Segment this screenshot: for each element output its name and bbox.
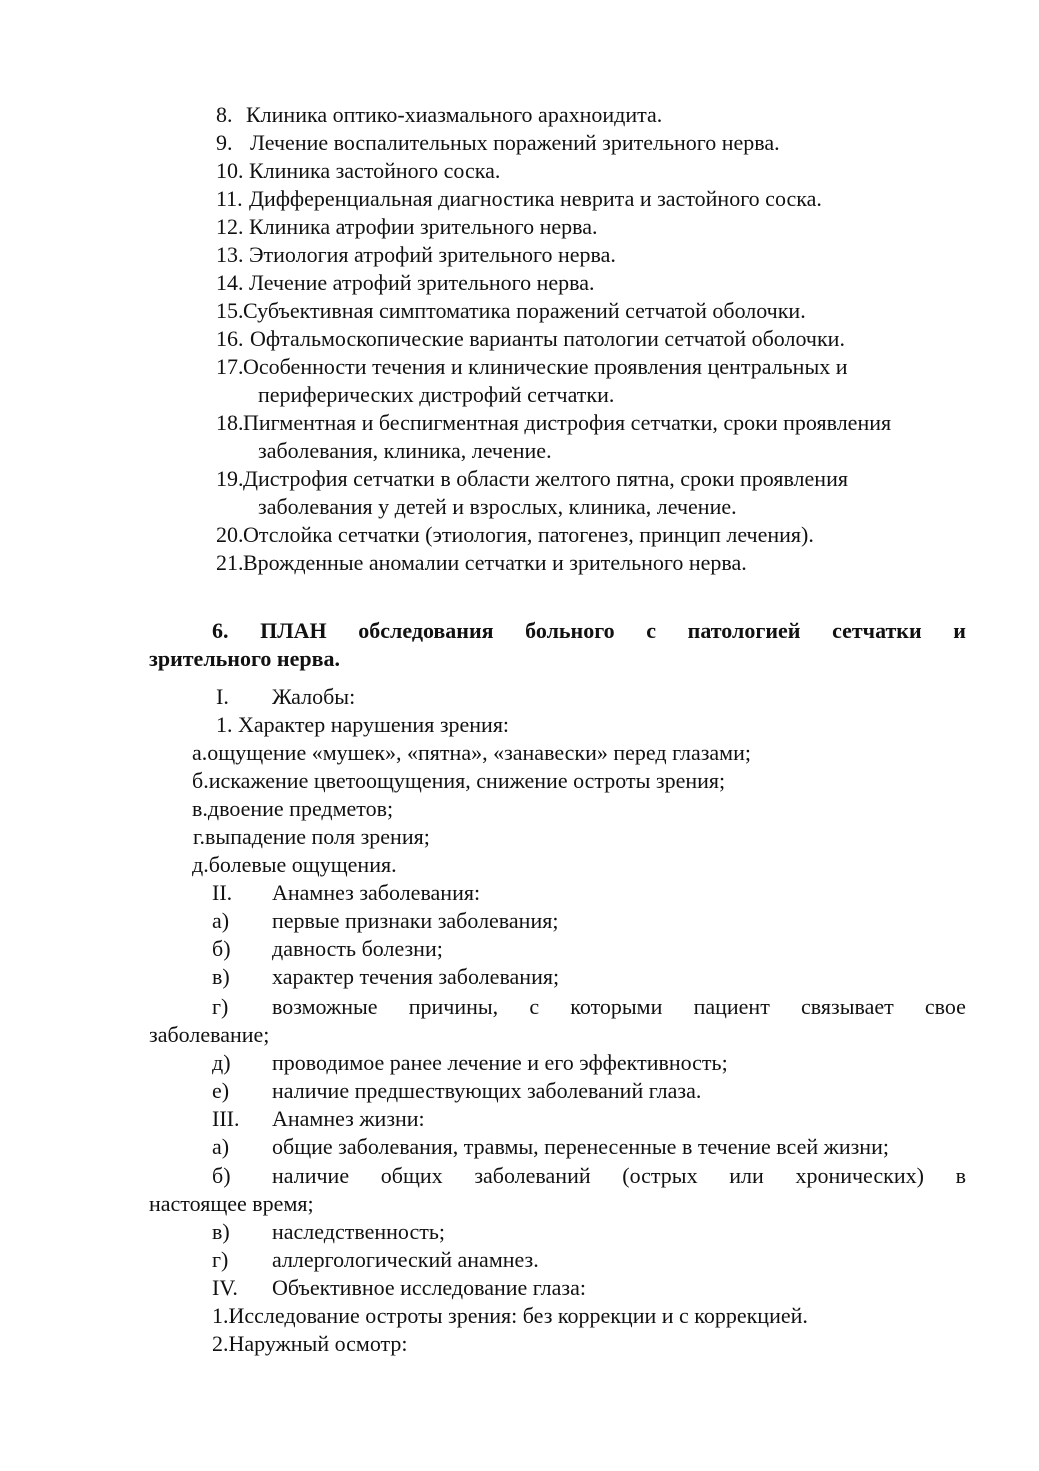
sub-title: 1. Характер нарушения зрения: <box>216 712 510 737</box>
section-title: Жалобы: <box>272 684 356 709</box>
item-text: аллергологический анамнез. <box>272 1247 539 1272</box>
list-item: 13. Этиология атрофий зрительного нерва. <box>216 242 616 267</box>
item-marker: д) <box>212 1050 231 1075</box>
item-text: проводимое ранее лечение и его эффективность; <box>272 1050 728 1075</box>
list-item: б.искажение цветоощущения, снижение остроты зрения; <box>192 768 726 793</box>
item-text-continuation: заболевание; <box>149 1022 270 1047</box>
roman-numeral: I. <box>216 684 229 709</box>
item-text-justified: наличие общих заболеваний (острых или хронических) в <box>272 1163 966 1188</box>
list-item: в.двоение предметов; <box>192 796 394 821</box>
item-marker: а) <box>212 908 230 933</box>
list-item: 19.Дистрофия сетчатки в области желтого пятна, сроки проявления <box>216 466 848 491</box>
list-item-continuation: заболевания у детей и взрослых, клиника, лечение. <box>258 494 737 519</box>
list-item: 18.Пигментная и беспигментная дистрофия сетчатки, сроки проявления <box>216 410 892 435</box>
item-marker: е) <box>212 1078 230 1103</box>
section-heading-line: зрительного нерва. <box>149 646 340 671</box>
item-text-continuation: настоящее время; <box>149 1191 314 1216</box>
section-title: Анамнез жизни: <box>272 1106 425 1131</box>
item-marker: в) <box>212 1219 230 1244</box>
item-text: наследственность; <box>272 1219 445 1244</box>
list-item: 2.Наружный осмотр: <box>212 1331 408 1356</box>
section-heading-line: 6. ПЛАН обследования больного с патологией сетчатки и <box>212 618 966 643</box>
roman-numeral: III. <box>212 1106 240 1131</box>
item-marker: г) <box>212 994 229 1019</box>
item-text: характер течения заболевания; <box>272 964 560 989</box>
item-text: давность болезни; <box>272 936 443 961</box>
roman-numeral: IV. <box>212 1275 238 1300</box>
list-item: г.выпадение поля зрения; <box>193 824 430 849</box>
item-marker: б) <box>212 1163 231 1188</box>
item-text: наличие предшествующих заболеваний глаза. <box>272 1078 702 1103</box>
list-item: 12. Клиника атрофии зрительного нерва. <box>216 214 598 239</box>
item-marker: г) <box>212 1247 229 1272</box>
list-item: 15.Субъективная симптоматика поражений сетчатой оболочки. <box>216 298 806 323</box>
list-item: 11. Дифференциальная диагностика неврита и застойного соска. <box>216 186 822 211</box>
list-item: 8. Клиника оптико-хиазмального арахноидита. <box>216 102 663 127</box>
item-marker: в) <box>212 964 230 989</box>
list-item: 14. Лечение атрофий зрительного нерва. <box>216 270 595 295</box>
section-title: Анамнез заболевания: <box>272 880 481 905</box>
item-text: общие заболевания, травмы, перенесенные в течение всей жизни; <box>272 1134 889 1159</box>
item-text-justified: возможные причины, с которыми пациент связывает свое <box>272 994 966 1019</box>
item-marker: б) <box>212 936 231 961</box>
list-item: 10. Клиника застойного соска. <box>216 158 501 183</box>
list-item: д.болевые ощущения. <box>192 852 397 877</box>
list-item: 21.Врожденные аномалии сетчатки и зрительного нерва. <box>216 550 747 575</box>
list-item: 9. Лечение воспалительных поражений зрительного нерва. <box>216 130 780 155</box>
list-item: а.ощущение «мушек», «пятна», «занавески» перед глазами; <box>192 740 751 765</box>
list-item: 17.Особенности течения и клинические проявления центральных и <box>216 354 848 379</box>
section-title: Объективное исследование глаза: <box>272 1275 586 1300</box>
list-item: 1.Исследование остроты зрения: без коррекции и с коррекцией. <box>212 1303 808 1328</box>
item-marker: а) <box>212 1134 230 1159</box>
roman-numeral: II. <box>212 880 233 905</box>
list-item-continuation: периферических дистрофий сетчатки. <box>258 382 615 407</box>
item-text: первые признаки заболевания; <box>272 908 559 933</box>
list-item: 16. Офтальмоскопические варианты патологии сетчатой оболочки. <box>216 326 845 351</box>
list-item: 20.Отслойка сетчатки (этиология, патогенез, принцип лечения). <box>216 522 814 547</box>
list-item-continuation: заболевания, клиника, лечение. <box>258 438 552 463</box>
